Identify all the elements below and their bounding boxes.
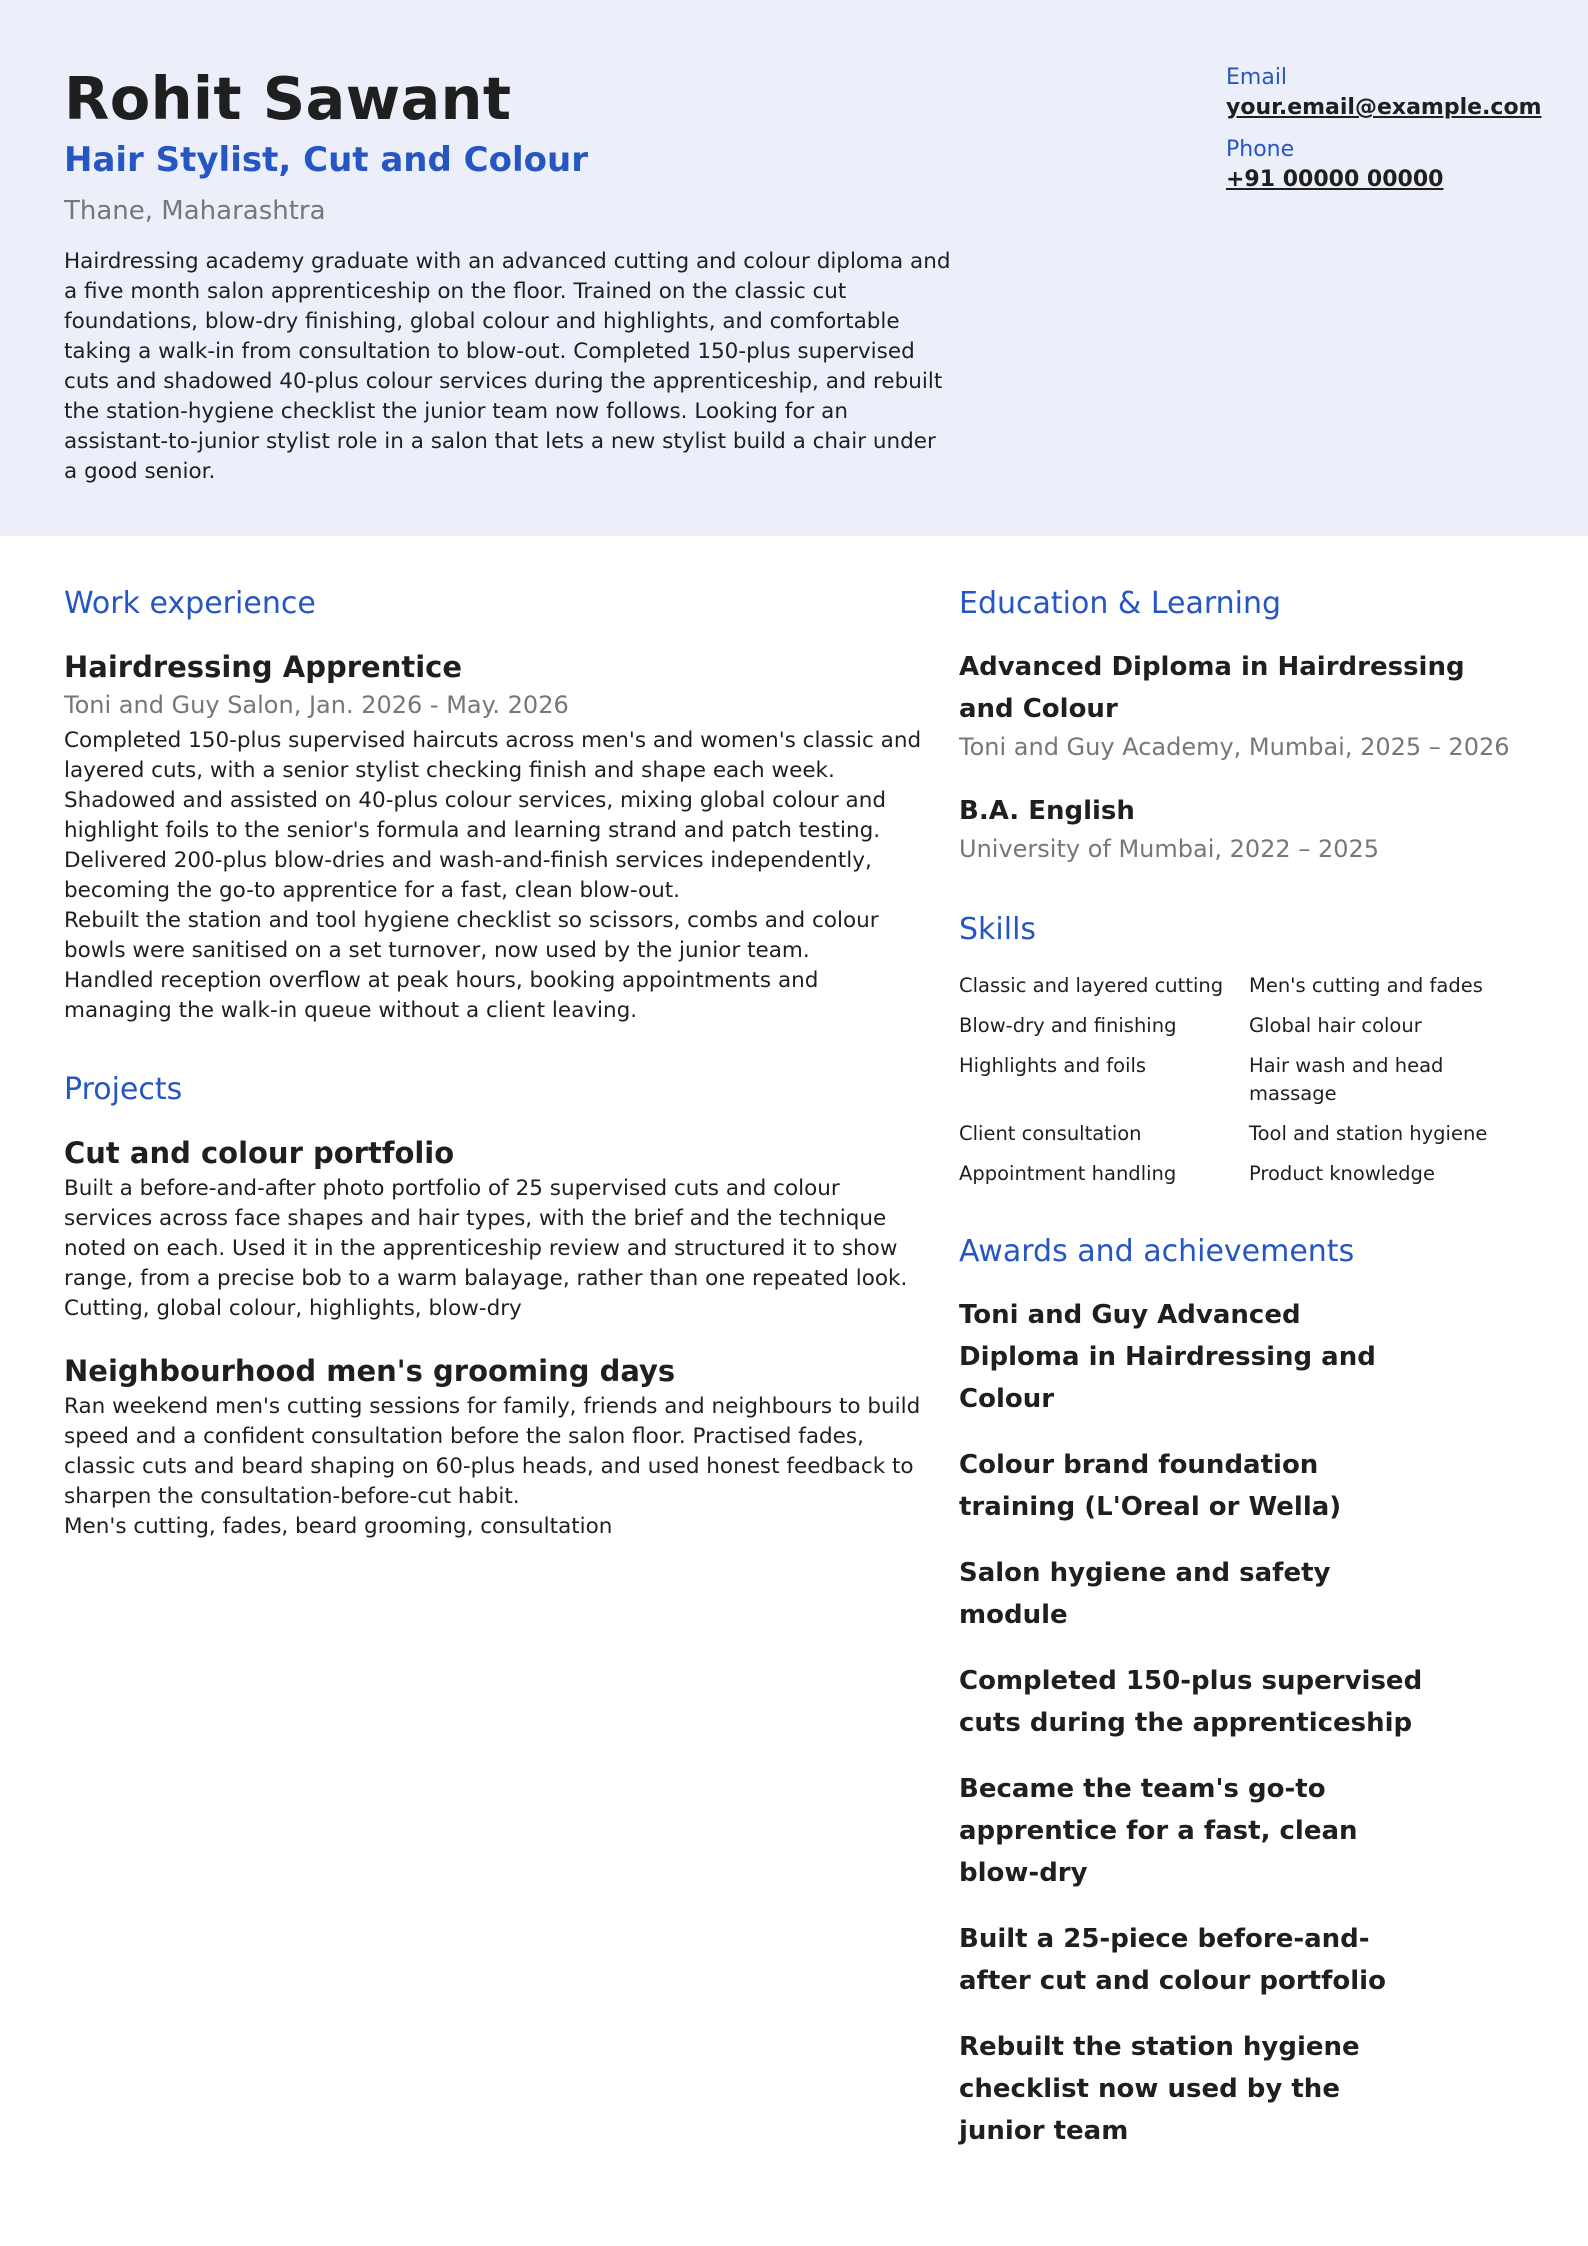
skills-grid [959, 972, 1519, 1188]
education-title: Advanced Diploma in Hairdressing and Colour [959, 652, 1465, 724]
award-item: Built a 25-piece before-and-after cut and colour portfolio [959, 1924, 1386, 1996]
award-item: Became the team's go-to apprentice for a fast, clean blow-dry [959, 1774, 1358, 1888]
location: Thane, Maharashtra [64, 196, 326, 226]
skill-item: Hair wash and head massage [1249, 1054, 1444, 1105]
skill-item: Client consultation [959, 1122, 1142, 1145]
header-banner [0, 0, 1588, 536]
job-entry [64, 646, 924, 1026]
skill-item: Classic and layered cutting [959, 974, 1224, 997]
education-meta: Toni and Guy Academy, Mumbai, 2025 – 2026 [959, 733, 1510, 761]
profile-summary: Hairdressing academy graduate with an advanced cutting and colour diploma and a five month salon apprenticeship on the floor. Trained on the classic cut foundations, blow-dry finishing, global colour and highlights, and comfortable taking a walk-in from consultation to blow-out. Completed 150-plus supervised cuts and shadowed 40-plus colour services during the apprenticeship, and rebuilt the station-hygiene checklist the junior team now follows. Looking for an assistant-to-junior stylist role in a salon that lets a new stylist build a chair under a good senior. [64, 249, 951, 484]
job-meta: Toni and Guy Salon, Jan. 2026 - May. 2026 [64, 691, 569, 719]
candidate-name: Rohit Sawant [64, 64, 512, 133]
award-item: Colour brand foundation training (L'Oreal or Wella) [959, 1450, 1342, 1522]
job-bullet: Handled reception overflow at peak hours, booking appointments and managing the walk-in queue without a client leaving. [64, 968, 819, 1023]
skill-item: Men's cutting and fades [1249, 974, 1483, 997]
project-tags: Men's cutting, fades, beard grooming, consultation [64, 1514, 613, 1539]
phone-link[interactable]: +91 00000 00000 [1226, 167, 1444, 192]
phone-label: Phone [1226, 137, 1295, 162]
email-link[interactable]: your.email@example.com [1226, 95, 1542, 120]
project-entry [64, 1132, 924, 1324]
skill-item: Product knowledge [1249, 1162, 1435, 1185]
skill-item: Blow-dry and finishing [959, 1014, 1177, 1037]
job-title: Hairdressing Apprentice [64, 650, 463, 684]
education-meta: University of Mumbai, 2022 – 2025 [959, 835, 1380, 863]
education-title: B.A. English [959, 796, 1135, 826]
skill-item: Tool and station hygiene [1249, 1122, 1488, 1145]
right-column [959, 580, 1519, 2176]
job-bullet: Rebuilt the station and tool hygiene checklist so scissors, combs and colour bowls were sanitised on a set turnover, now used by the junior team. [64, 908, 879, 963]
awards-heading: Awards and achievements [959, 1234, 1355, 1269]
contact-block [1226, 63, 1566, 207]
award-item: Rebuilt the station hygiene checklist now used by the junior team [959, 2032, 1360, 2146]
projects-heading: Projects [64, 1072, 183, 1107]
job-bullet: Shadowed and assisted on 40-plus colour services, mixing global colour and highlight foils to the senior's formula and learning strand and patch testing. [64, 788, 886, 843]
project-tags: Cutting, global colour, highlights, blow-dry [64, 1296, 522, 1321]
project-title: Neighbourhood men's grooming days [64, 1354, 676, 1388]
skills-heading: Skills [959, 912, 1037, 947]
education-heading: Education & Learning [959, 586, 1282, 621]
award-item: Toni and Guy Advanced Diploma in Hairdressing and Colour [959, 1300, 1376, 1414]
project-description: Ran weekend men's cutting sessions for family, friends and neighbours to build speed and a confident consultation before the salon floor. Practised fades, classic cuts and beard shaping on 60-plus heads, and used honest feedback to sharpen the consultation-before-cut habit. [64, 1394, 921, 1509]
skill-item: Global hair colour [1249, 1014, 1422, 1037]
job-bullet: Completed 150-plus supervised haircuts across men's and women's classic and layered cuts, with a senior stylist checking finish and shape each week. [64, 728, 922, 783]
award-item: Salon hygiene and safety module [959, 1558, 1331, 1630]
left-column [64, 580, 924, 1542]
job-role: Hair Stylist, Cut and Colour [64, 140, 588, 180]
skill-item: Highlights and foils [959, 1054, 1147, 1077]
award-item: Completed 150-plus supervised cuts during the apprenticeship [959, 1666, 1423, 1738]
project-entry [64, 1350, 924, 1542]
project-description: Built a before-and-after photo portfolio of 25 supervised cuts and colour services across face shapes and hair types, with the brief and the technique noted on each. Used it in the apprenticeship review and structured it to show range, from a precise bob to a warm balayage, rather than one repeated look. [64, 1176, 908, 1291]
job-bullet: Delivered 200-plus blow-dries and wash-and-finish services independently, becoming the go-to apprentice for a fast, clean blow-out. [64, 848, 872, 903]
project-title: Cut and colour portfolio [64, 1136, 455, 1170]
skill-item: Appointment handling [959, 1162, 1177, 1185]
work-experience-heading: Work experience [64, 586, 316, 621]
email-label: Email [1226, 65, 1288, 90]
